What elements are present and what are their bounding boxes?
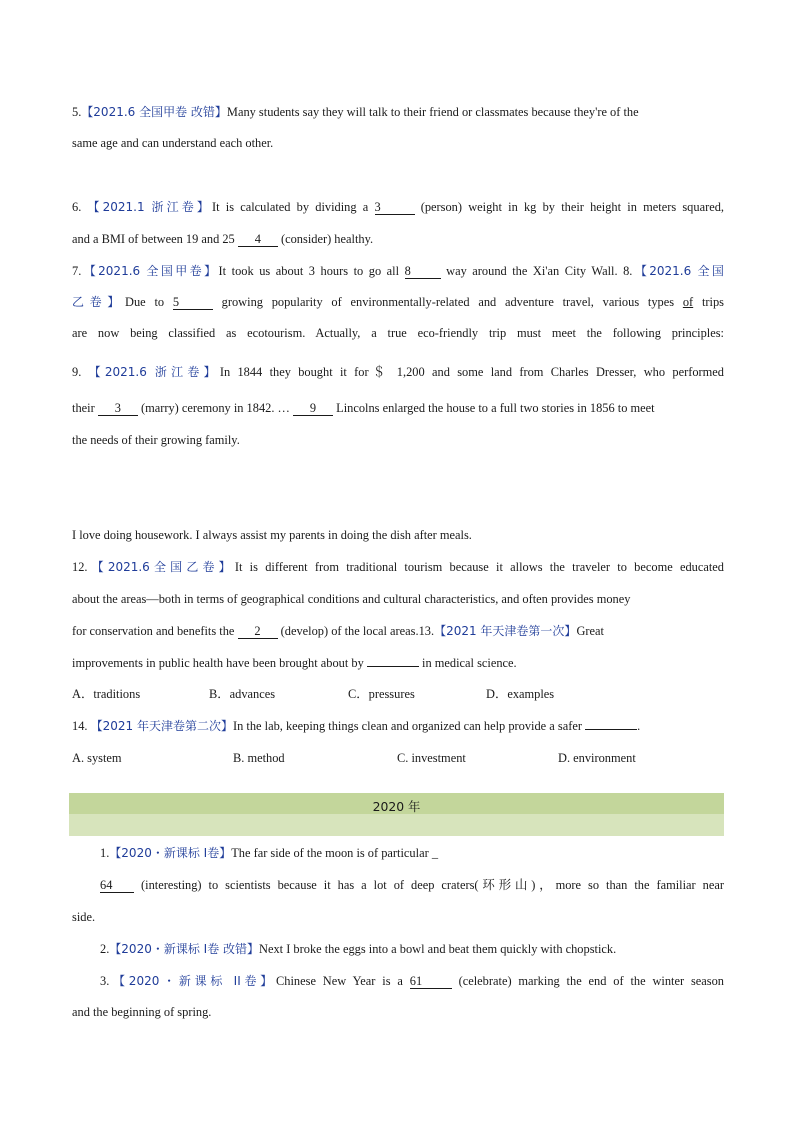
- q13-source-tag: 【2021 年天津卷第一次】: [434, 624, 577, 638]
- q9-blank-1[interactable]: 3: [98, 401, 138, 416]
- q7-text-a: It took us about 3 hours to go all: [218, 264, 400, 278]
- q12-line-3: [72, 623, 724, 639]
- p1-number: 1.: [100, 846, 110, 860]
- q6-line-1: [72, 199, 724, 215]
- q14-period: .: [637, 719, 641, 733]
- q8-line-2: [72, 325, 724, 341]
- q9-line-3: [72, 432, 724, 448]
- q13-option-d[interactable]: D．examples: [486, 687, 555, 701]
- q5-line-2: [72, 135, 724, 151]
- p1-text-b: (interesting) to scientists because it has a lot of deep craters(环形山)，more so than the familiar near: [141, 878, 724, 892]
- q13-option-c[interactable]: C．pressures: [348, 687, 415, 701]
- p2-number: 2.: [100, 942, 110, 956]
- year-header-label: 2020 年: [372, 799, 421, 814]
- q14-option-b[interactable]: B. method: [233, 751, 285, 765]
- q14-line: [72, 718, 724, 734]
- q14-number: 14.: [72, 719, 88, 733]
- q8-source-tag: 【2021.6 全国: [632, 264, 724, 278]
- q9-source-tag: 【2021.6 浙江卷】: [88, 365, 220, 379]
- q5-text-cont: same age and can understand each other.: [72, 136, 274, 150]
- p1-text-a: The far side of the moon is of particular: [231, 846, 429, 860]
- q7-line: [72, 263, 724, 279]
- p1-line-2: [100, 877, 724, 893]
- p3-number: 3.: [100, 974, 110, 988]
- q8-text-a: Due to: [125, 295, 165, 309]
- p3-blank[interactable]: 61: [410, 974, 452, 989]
- q5-source-tag: 【2021.6 全国甲卷 改错】: [81, 105, 227, 119]
- q6-text-b: (person) weight in kg by their height in meters squared,: [420, 200, 724, 214]
- p3-line-1: [100, 973, 724, 989]
- q9-text-b: their: [72, 401, 95, 415]
- q8-text-b: growing popularity of environmentally-related and adventure travel, various types: [221, 295, 675, 309]
- p1-line-3: [72, 909, 724, 925]
- q9-line-2: [72, 400, 724, 416]
- q13-text-b: improvements in public health have been brought about by: [72, 656, 364, 670]
- q5-number: 5.: [72, 105, 82, 119]
- q12-source-tag: 【2021.6全国乙卷】: [87, 560, 235, 574]
- q6-text-d: (consider) healthy.: [280, 232, 374, 246]
- q8-text-d: are now being classified as ecotourism. Actually, a true eco-friendly trip must meet the following principles:: [72, 326, 724, 340]
- q7-blank[interactable]: 8: [405, 264, 441, 279]
- q12-blank[interactable]: 2: [238, 624, 278, 639]
- p1-source-tag: 【2020・新课标 I卷】: [109, 846, 232, 860]
- q8-blank[interactable]: 5: [173, 295, 213, 310]
- q6-blank-2[interactable]: 4: [238, 232, 278, 247]
- q7-text-b: way around the Xi'an City Wall.: [446, 264, 618, 278]
- q12-text-a: It is different from traditional tourism because it allows the traveler to become educated: [234, 560, 724, 574]
- p2-text: Next I broke the eggs into a bowl and beat them quickly with chopstick.: [259, 942, 617, 956]
- q6-line-2: [72, 231, 724, 247]
- q7-source-tag: 【2021.6 全国甲卷】: [81, 264, 219, 278]
- q14-text-a: In the lab, keeping things clean and organized can help provide a safer: [232, 719, 582, 733]
- q13-blank[interactable]: [367, 666, 419, 667]
- q8-text-c: trips: [701, 295, 724, 309]
- p3-line-2: [72, 1004, 724, 1020]
- q12-line-2: [72, 591, 724, 607]
- q9-text-e: the needs of their growing family.: [72, 433, 240, 447]
- q6-blank-1[interactable]: 3: [375, 200, 415, 215]
- q14-option-c[interactable]: C. investment: [397, 751, 466, 765]
- q9-text-c: (marry) ceremony in 1842. …: [140, 401, 290, 415]
- p1-blank[interactable]: 64: [100, 878, 134, 893]
- p1-dash: _: [431, 846, 439, 860]
- q14-blank[interactable]: [585, 729, 637, 730]
- p3-source-tag: 【2020・新课标 II卷】: [109, 974, 277, 988]
- p1-line-1: [100, 845, 724, 861]
- year-header-bar: [69, 793, 724, 836]
- q5-text: Many students say they will talk to their friend or classmates because they're of the: [226, 105, 639, 119]
- p3-text-b: (celebrate) marking the end of the winter season: [458, 974, 724, 988]
- q8-number: 8.: [623, 264, 633, 278]
- q9-number: 9.: [72, 365, 82, 379]
- q13-line-2: [72, 655, 724, 671]
- q9-text-a: In 1844 they bought it for＄ 1,200 and some land from Charles Dresser, who performed: [219, 365, 724, 379]
- q9-line-1: [72, 364, 724, 380]
- p2-source-tag: 【2020・新课标 I卷 改错】: [109, 942, 260, 956]
- housework-text: I love doing housework. I always assist my parents in doing the dish after meals.: [72, 528, 472, 542]
- q14-source-tag: 【2021 年天津卷第二次】: [90, 719, 233, 733]
- q14-option-d[interactable]: D. environment: [558, 751, 636, 765]
- p2-line: [100, 941, 724, 957]
- q12-text-d: (develop) of the local areas.: [280, 624, 419, 638]
- q8-underlined-of: of: [682, 295, 694, 309]
- q13-option-b[interactable]: B．advances: [209, 687, 276, 701]
- q13-option-a[interactable]: A．traditions: [72, 687, 141, 701]
- q9-text-d: Lincolns enlarged the house to a full two stories in 1856 to meet: [336, 401, 655, 415]
- p3-text-c: and the beginning of spring.: [72, 1005, 212, 1019]
- q12-line-1: [72, 559, 724, 575]
- q5-line-1: [72, 104, 724, 120]
- q12-text-b: about the areas—both in terms of geographical conditions and cultural characteristics, and often provides money: [72, 592, 631, 606]
- q6-source-tag: 【2021.1 浙江卷】: [87, 200, 212, 214]
- p3-text-a: Chinese New Year is a: [276, 974, 403, 988]
- q8-source-tag-cont: 乙卷】: [72, 295, 126, 309]
- q12-number: 12.: [72, 560, 88, 574]
- q13-text-c: in medical science.: [422, 656, 517, 670]
- q14-option-a[interactable]: A. system: [72, 751, 122, 765]
- q6-number: 6.: [72, 200, 82, 214]
- q8-line-1: [72, 294, 724, 310]
- q7-number: 7.: [72, 264, 82, 278]
- housework-sentence: [72, 527, 724, 543]
- q12-text-c: for conservation and benefits the: [72, 624, 235, 638]
- q6-text-a: It is calculated by dividing a: [211, 200, 369, 214]
- q13-text-a: Great: [576, 624, 604, 638]
- q13-number: 13.: [418, 624, 435, 638]
- q6-text-c: and a BMI of between 19 and 25: [72, 232, 235, 246]
- q9-blank-2[interactable]: 9: [293, 401, 333, 416]
- p1-text-c: side.: [72, 910, 96, 924]
